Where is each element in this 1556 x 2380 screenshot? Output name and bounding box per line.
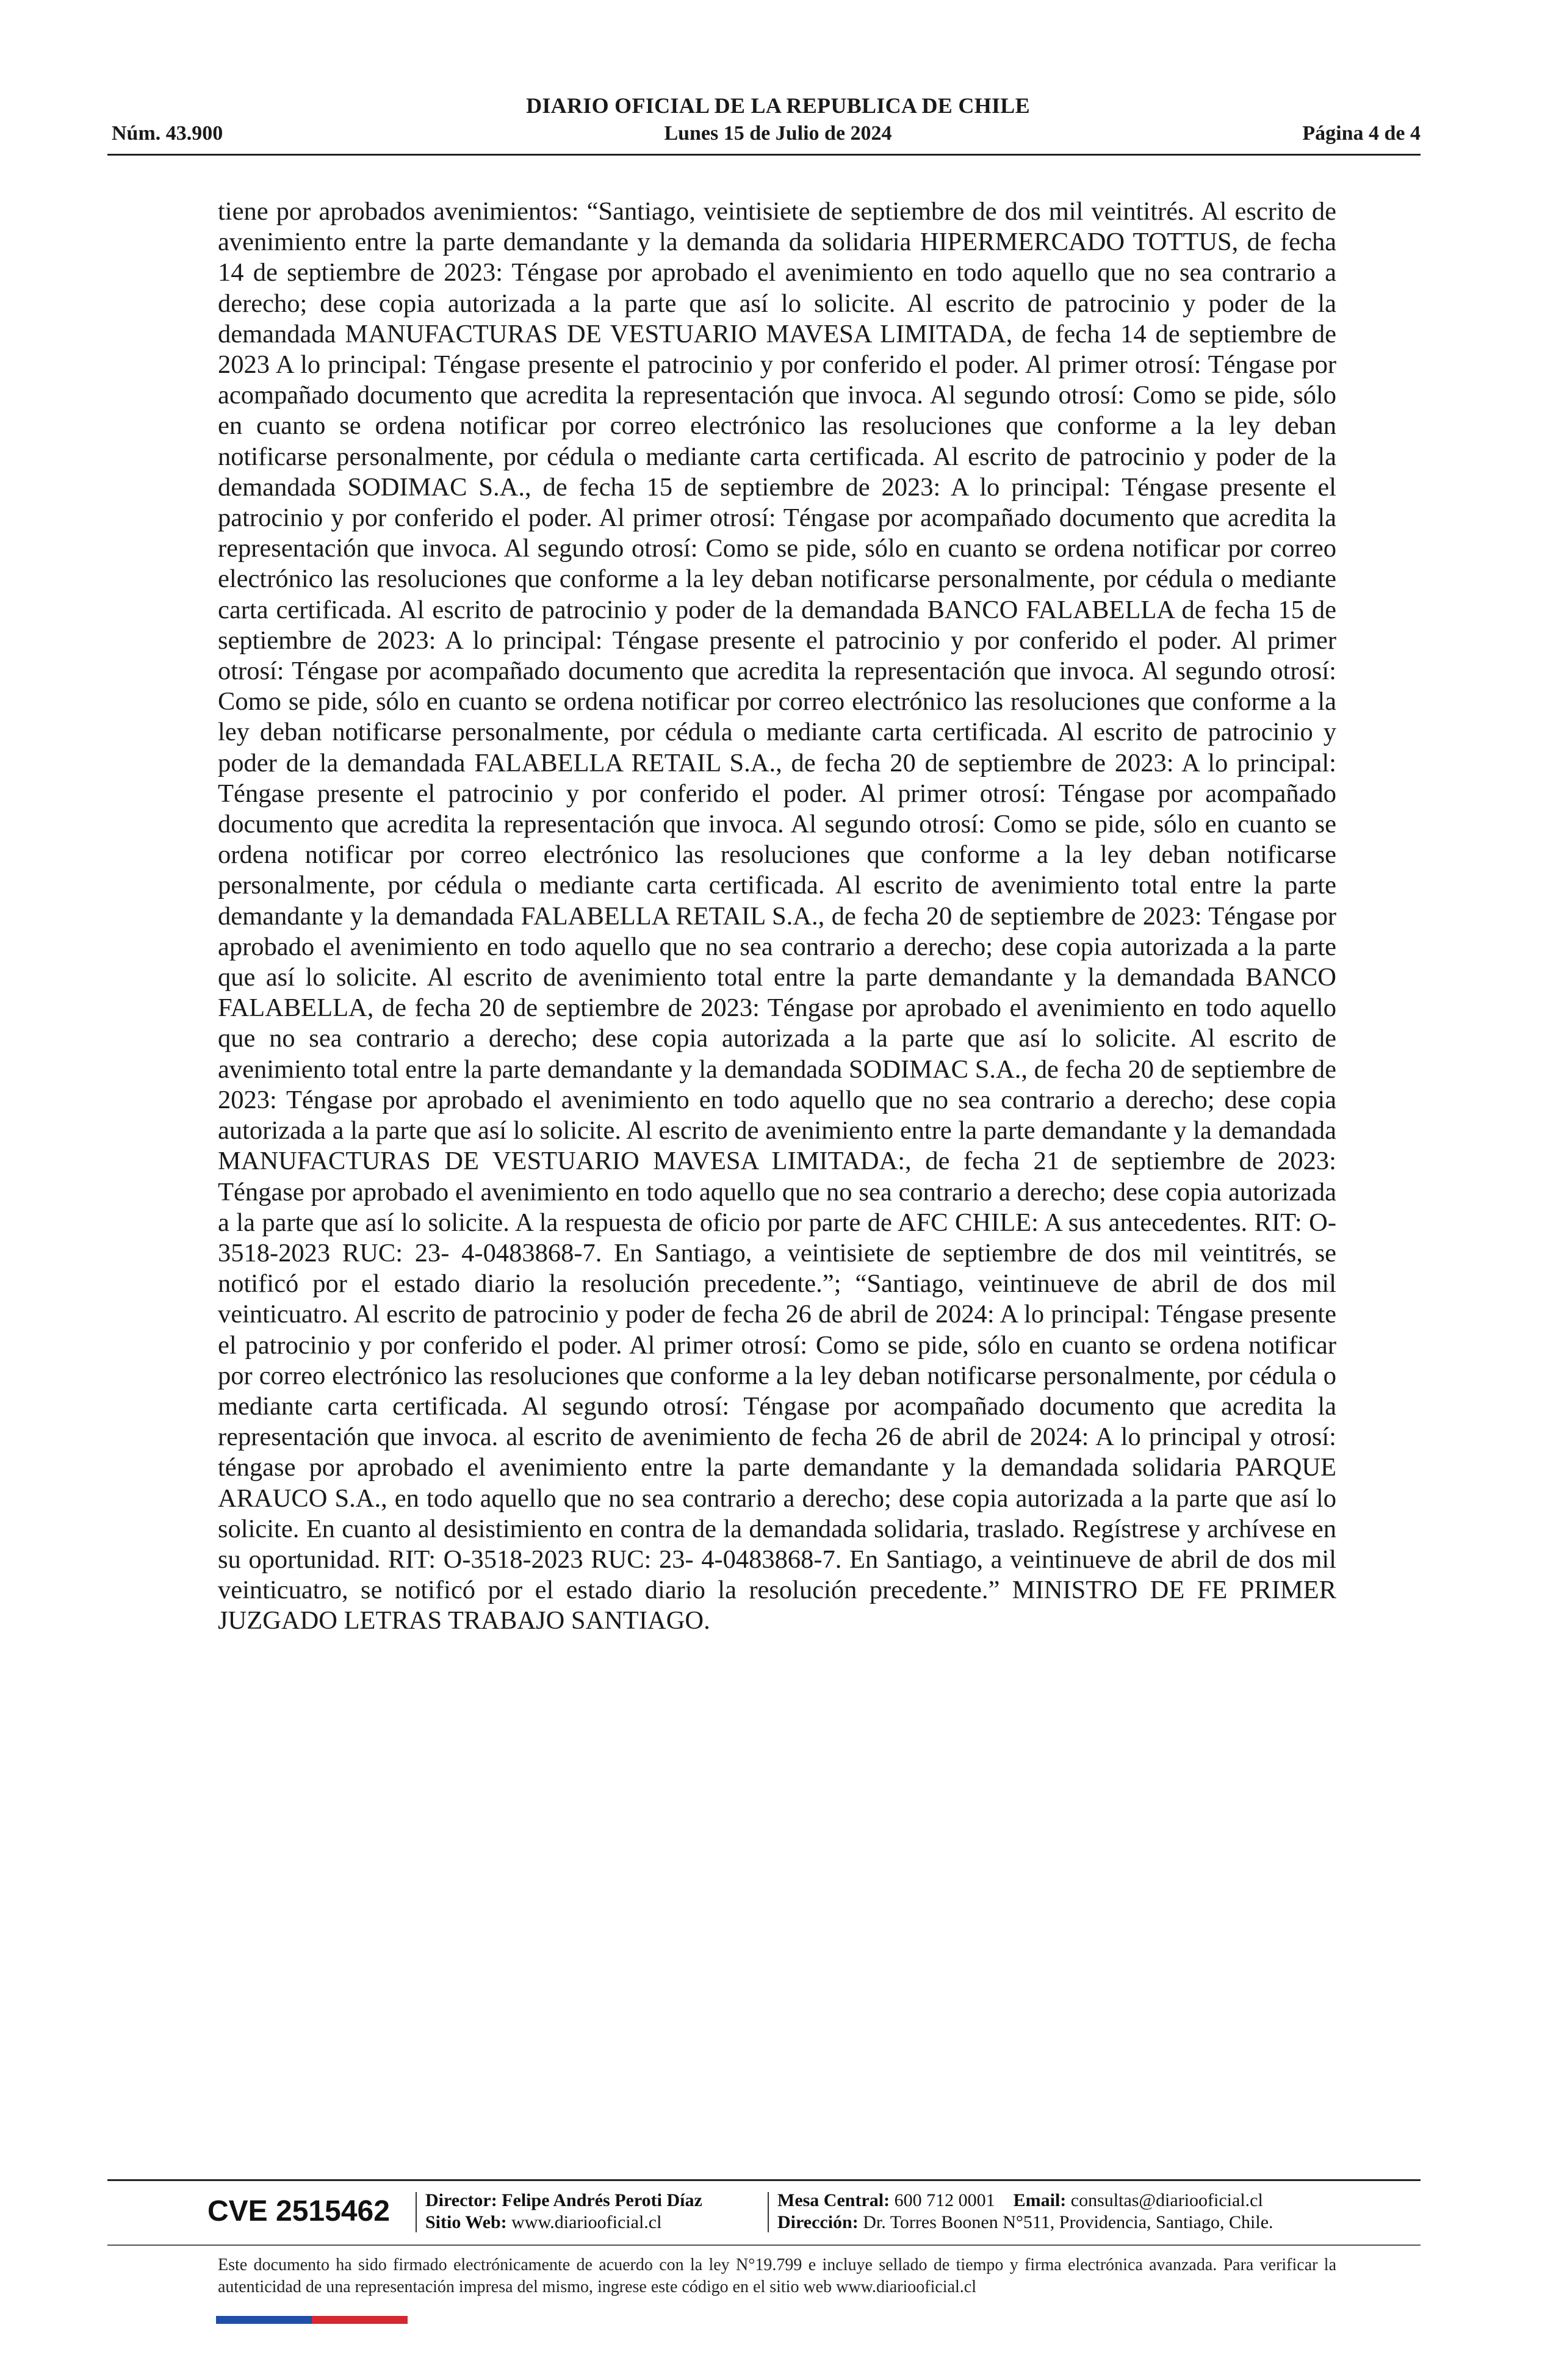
director-label: Director:	[425, 2190, 497, 2210]
footer-separator	[416, 2192, 417, 2232]
footer-contact-block	[777, 2190, 1273, 2234]
address-label: Dirección:	[777, 2212, 859, 2232]
email-label: Email:	[1013, 2190, 1067, 2210]
flag-stripe-blue	[216, 2316, 312, 2324]
footer-director-block	[425, 2190, 702, 2234]
page-number: Página 4 de 4	[1302, 122, 1421, 145]
website-label: Sitio Web:	[425, 2212, 507, 2232]
mesa-label: Mesa Central:	[777, 2190, 890, 2210]
cve-code: CVE 2515462	[207, 2195, 390, 2227]
signature-disclaimer: Este documento ha sido firmado electrónicamente de acuerdo con la ley N°19.799 e incluye sellado de tiempo y firma electrónica avanzada. Para verificar la autenticidad de una representación impresa del mismo, ingrese este código en el sitio web www.diariooficial.cl	[218, 2256, 1336, 2296]
issue-date: Lunes 15 de Julio de 2024	[664, 122, 892, 145]
flag-stripe-red	[312, 2316, 408, 2324]
website-link[interactable]: www.diariooficial.cl	[511, 2212, 662, 2232]
newspaper-title: DIARIO OFICIAL DE LA REPUBLICA DE CHILE	[526, 93, 1030, 118]
footer-divider-top	[107, 2179, 1421, 2181]
mesa-phone: 600 712 0001	[894, 2190, 995, 2210]
header-divider	[107, 154, 1421, 156]
director-name: Felipe Andrés Peroti Díaz	[502, 2190, 702, 2210]
issue-number: Núm. 43.900	[112, 122, 223, 145]
footer-divider-bottom	[107, 2245, 1421, 2246]
email-link[interactable]: consultas@diariooficial.cl	[1070, 2190, 1263, 2210]
footer-separator	[768, 2192, 769, 2232]
address-value: Dr. Torres Boonen N°511, Providencia, Santiago, Chile.	[863, 2212, 1273, 2232]
document-body: tiene por aprobados avenimientos: “Santiago, veintisiete de septiembre de dos mil veintitrés. Al escrito de avenimiento entre la parte demandante y la demanda da solidaria HIPERMERCADO TOTTUS, de fecha 14 de septiembre de 2023: Téngase por aprobado el avenimiento en todo aquello que no sea contrario a derecho; dese copia autorizada a la parte que así lo solicite. Al escrito de patrocinio y poder de la demandada MANUFACTURAS DE VESTUARIO MAVESA LIMITADA, de fecha 14 de septiembre de 2023 A lo principal: Téngase presente el patrocinio y por conferido el poder. Al primer otrosí: Téngase por acompañado documento que acredita la representación que invoca. Al segundo otrosí: Como se pide, sólo en cuanto se ordena notificar por correo electrónico las resoluciones que conforme a la ley deban notificarse personalmente, por cédula o mediante carta certificada. Al escrito de patrocinio y poder de la demandada SODIMAC S.A., de fecha 15 de septiembre de 2023: A lo principal: Téngase presente el patrocinio y por conferido el poder. Al primer otrosí: Téngase por acompañado documento que acredita la representación que invoca. Al segundo otrosí: Como se pide, sólo en cuanto se ordena notificar por correo electrónico las resoluciones que conforme a la ley deban notificarse personalmente, por cédula o mediante carta certificada. Al escrito de patrocinio y poder de la demandada BANCO FALABELLA de fecha 15 de septiembre de 2023: A lo principal: Téngase presente el patrocinio y por conferido el poder. Al primer otrosí: Téngase por acompañado documento que acredita la representación que invoca. Al segundo otrosí: Como se pide, sólo en cuanto se ordena notificar por correo electrónico las resoluciones que conforme a la ley deban notificarse personalmente, por cédula o mediante carta certificada. Al escrito de patrocinio y poder de la demandada FALABELLA RETAIL S.A., de fecha 20 de septiembre de 2023: A lo principal: Téngase presente el patrocinio y por conferido el poder. Al primer otrosí: Téngase por acompañado documento que acredita la representación que invoca. Al segundo otrosí: Como se pide, sólo en cuanto se ordena notificar por correo electrónico las resoluciones que conforme a la ley deban notificarse personalmente, por cédula o mediante carta certificada. Al escrito de avenimiento total entre la parte demandante y la demandada FALABELLA RETAIL S.A., de fecha 20 de septiembre de 2023: Téngase por aprobado el avenimiento en todo aquello que no sea contrario a derecho; dese copia autorizada a la parte que así lo solicite. Al escrito de avenimiento total entre la parte demandante y la demandada BANCO FALABELLA, de fecha 20 de septiembre de 2023: Téngase por aprobado el avenimiento en todo aquello que no sea contrario a derecho; dese copia autorizada a la parte que así lo solicite. Al escrito de avenimiento total entre la parte demandante y la demandada SODIMAC S.A., de fecha 20 de septiembre de 2023: Téngase por aprobado el avenimiento en todo aquello que no sea contrario a derecho; dese copia autorizada a la parte que así lo solicite. Al escrito de avenimiento entre la parte demandante y la demandada MANUFACTURAS DE VESTUARIO MAVESA LIMITADA:, de fecha 21 de septiembre de 2023: Téngase por aprobado el avenimiento en todo aquello que no sea contrario a derecho; dese copia autorizada a la parte que así lo solicite. A la respuesta de oficio por parte de AFC CHILE: A sus antecedentes. RIT: O-3518-2023 RUC: 23- 4-0483868-7. En Santiago, a veintisiete de septiembre de dos mil veintitrés, se notificó por el estado diario la resolución precedente.”; “Santiago, veintinueve de abril de dos mil veinticuatro. Al escrito de patrocinio y poder de fecha 26 de abril de 2024: A lo principal: Téngase presente el patrocinio y por conferido el poder. Al primer otrosí: Como se pide, sólo en cuanto se ordena notificar por correo electrónico las resoluciones que conforme a la ley deban notificarse personalmente, por cédula o mediante carta certificada. Al segundo otrosí: Téngase por acompañado documento que acredita la representación que invoca. al escrito de avenimiento de fecha 26 de abril de 2024: A lo principal y otrosí: téngase por aprobado el avenimiento entre la parte demandante y la demandada solidaria PARQUE ARAUCO S.A., en todo aquello que no sea contrario a derecho; dese copia autorizada a la parte que así lo solicite. En cuanto al desistimiento en contra de la demandada solidaria, traslado. Regístrese y archívese en su oportunidad. RIT: O-3518-2023 RUC: 23- 4-0483868-7. En Santiago, a veintinueve de abril de dos mil veinticuatro, se notificó por el estado diario la resolución precedente.” MINISTRO DE FE PRIMER JUZGADO LETRAS TRABAJO SANTIAGO.	[218, 197, 1336, 1635]
